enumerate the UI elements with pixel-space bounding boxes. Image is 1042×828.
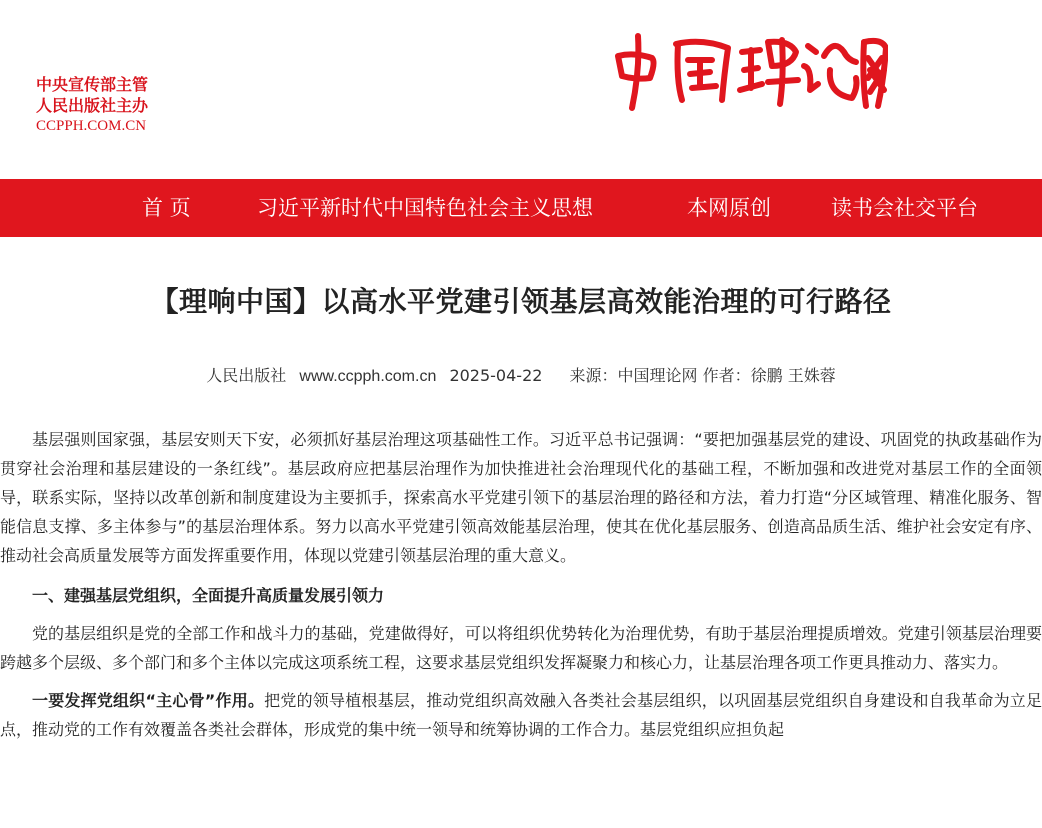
nav-item-book-club[interactable]: 读书会社交平台 (831, 196, 978, 220)
paragraph-2: 党的基层组织是党的全部工作和战斗力的基础，党建做得好，可以将组织优势转化为治理优势，有助于基层治理提质增效。党建引领基层治理要跨越多个层级、多个部门和多个主体以完成这项系统工程，这要求基层党组织发挥凝聚力和核心力，让基层治理各项工作更具推动力、落实力。 (0, 624, 1042, 672)
section-heading-1: 一、建强基层党组织，全面提升高质量发展引领力 (32, 586, 385, 605)
nav-item-home[interactable]: 首 页 (142, 196, 191, 220)
paragraph-3-rest: 把党的领导植根基层，推动党组织高效融入各类社会基层组织，以巩固基层党组织自身建设和自我革命为立足点，推动党的工作有效覆盖各类社会群体，形成党的集中统一领导和统筹协调的工作合力。基层党组织应担负起 (0, 691, 1042, 739)
nav-item-xi-thought[interactable]: 习近平新时代中国特色社会主义思想 (257, 196, 593, 220)
article-title: 【理响中国】以高水平党建引领基层高效能治理的可行路径 (150, 285, 892, 318)
nav-item-original[interactable]: 本网原创 (687, 196, 771, 220)
paragraph-intro: 基层强则国家强，基层安则天下安，必须抓好基层治理这项基础性工作。习近平总书记强调：“要把加强基层党的建设、巩固党的执政基础作为贯穿社会治理和基层建设的一条红线”。基层政府应把基层治理作为加快推进社会治理现代化的基础工程，不断加强和改进党对基层工作的全面领导，联系实际，坚持以改革创新和制度建设为主要抓手，探索高水平党建引领下的基层治理的路径和方法，着力打造“分区域管理、精准化服务、智能信息支撑、多主体参与”的基层治理体系。努力以高水平党建引领高效能基层治理，使其在优化基层服务、创造高品质生活、维护社会安定有序、推动社会高质量发展等方面发挥重要作用，体现以党建引领基层治理的重大意义。 (0, 430, 1042, 565)
organization-info (36, 74, 148, 137)
org-line-supervisor: 中央宣传部主管 (36, 75, 149, 94)
paragraph-3-lead: 一要发挥党组织“主心骨”作用。 (32, 691, 265, 710)
site-header (0, 0, 1042, 179)
paragraph-3 (0, 686, 1042, 744)
meta-source-author: 来源：中国理论网 作者：徐鹏 王姝蓉 (569, 366, 836, 385)
article-body (0, 425, 1042, 744)
site-logo[interactable] (612, 30, 888, 112)
org-line-sponsor: 人民出版社主办 (36, 96, 149, 115)
meta-publisher: 人民出版社 (206, 366, 287, 385)
main-navigation (0, 179, 1042, 237)
meta-date: 2025-04-22 (449, 366, 543, 385)
article-meta (0, 363, 1042, 386)
meta-site[interactable]: www.ccpph.com.cn (299, 368, 437, 385)
org-line-domain: CCPPH.COM.CN (36, 118, 147, 134)
